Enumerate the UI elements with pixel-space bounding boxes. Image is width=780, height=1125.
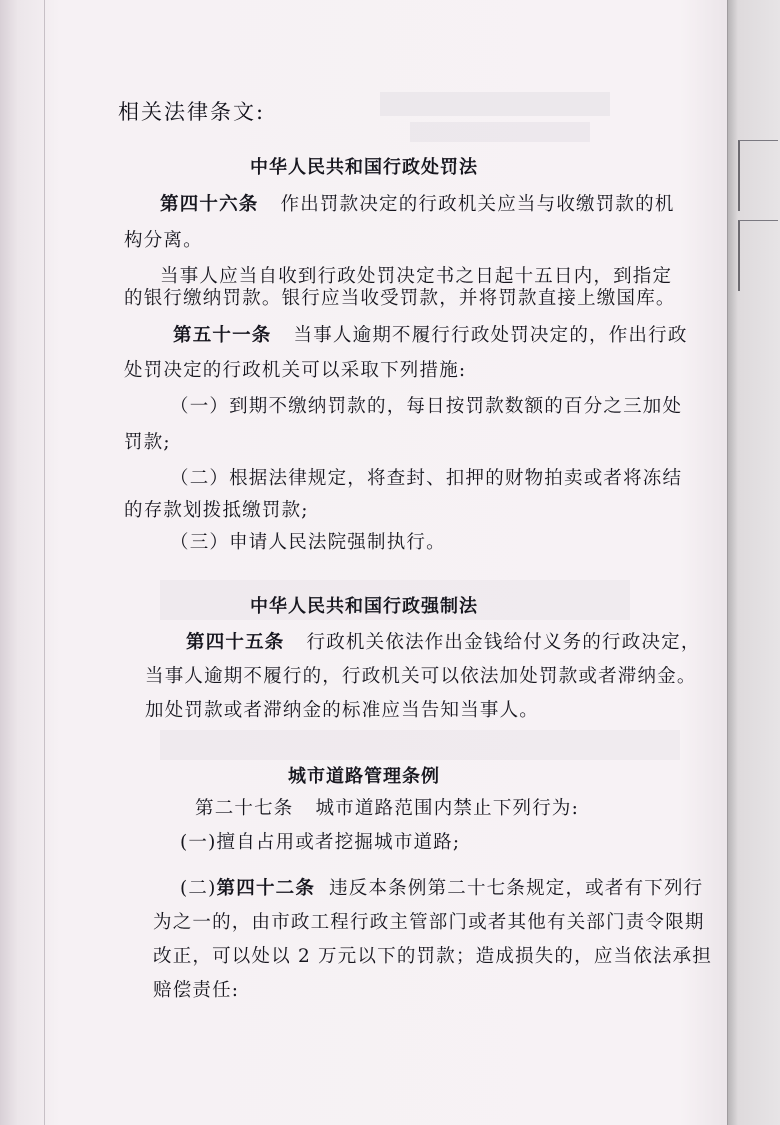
show-through-block-2 [410, 122, 590, 142]
show-through-block-1 [380, 92, 610, 116]
urban-road-regulation-title: 城市道路管理条例 [288, 766, 440, 787]
article-51-text-1: 当事人逾期不履行行政处罚决定的，作出行政 [293, 325, 688, 346]
article-51-item-1-line-1: （一）到期不缴纳罚款的，每日按罚款数额的百分之三加处 [170, 396, 683, 417]
article-42-text-1: 违反本条例第二十七条规定，或者有下列行 [329, 878, 704, 899]
related-law-heading: 相关法律条文: [118, 100, 266, 124]
article-46-line-4: 的银行缴纳罚款。银行应当收受罚款，并将罚款直接上缴国库。 [124, 288, 676, 309]
article-42-line-3: 改正，可以处以 2 万元以下的罚款；造成损失的，应当依法承担 [153, 946, 713, 967]
article-51-item-2-line-1: （二）根据法律规定，将查封、扣押的财物拍卖或者将冻结 [170, 468, 683, 489]
article-45-label: 第四十五条 [186, 632, 285, 653]
article-51-line-1 [173, 321, 688, 347]
article-51-line-2: 处罚决定的行政机关可以采取下列措施: [124, 360, 467, 381]
article-27-label: 第二十七条 [195, 798, 294, 819]
article-42-line-4: 赔偿责任: [153, 980, 240, 1001]
adjacent-page-mark-2 [738, 220, 778, 291]
article-46-line-2: 构分离。 [124, 230, 203, 251]
article-42-line-2: 为之一的，由市政工程行政主管部门或者其他有关部门责令限期 [153, 912, 705, 933]
article-46-text-1: 作出罚款决定的行政机关应当与收缴罚款的机 [280, 194, 675, 215]
article-27-item-1: (一)擅自占用或者挖掘城市道路; [180, 832, 461, 853]
article-45-line-2: 当事人逾期不履行的，行政机关可以依法加处罚款或者滞纳金。 [145, 666, 697, 687]
article-51-label: 第五十一条 [173, 325, 272, 346]
article-27-text-1: 城市道路范围内禁止下列行为: [315, 798, 580, 819]
adjacent-page-mark-1 [738, 140, 778, 211]
article-46-line-1 [160, 190, 675, 216]
article-51-item-2-line-2: 的存款划拨抵缴罚款; [124, 500, 309, 521]
article-27-line-1 [195, 794, 579, 820]
article-45-text-1: 行政机关依法作出金钱给付义务的行政决定， [306, 632, 701, 653]
show-through-block-4 [160, 730, 680, 760]
article-46-line-3: 当事人应当自收到行政处罚决定书之日起十五日内，到指定 [160, 266, 673, 287]
admin-penalty-law-title: 中华人民共和国行政处罚法 [250, 157, 478, 178]
adjacent-page-edge [727, 0, 780, 1125]
article-45-line-3: 加处罚款或者滞纳金的标准应当告知当事人。 [145, 700, 540, 721]
article-46-label: 第四十六条 [160, 194, 259, 215]
article-51-item-1-line-2: 罚款; [124, 432, 171, 453]
article-42-label: 第四十二条 [216, 878, 316, 899]
article-42-line-1 [180, 874, 703, 900]
article-42-prefix: (二) [180, 878, 217, 899]
article-51-item-3: （三）申请人民法院强制执行。 [170, 532, 446, 553]
admin-enforcement-law-title: 中华人民共和国行政强制法 [250, 596, 478, 617]
article-45-line-1 [186, 628, 701, 654]
